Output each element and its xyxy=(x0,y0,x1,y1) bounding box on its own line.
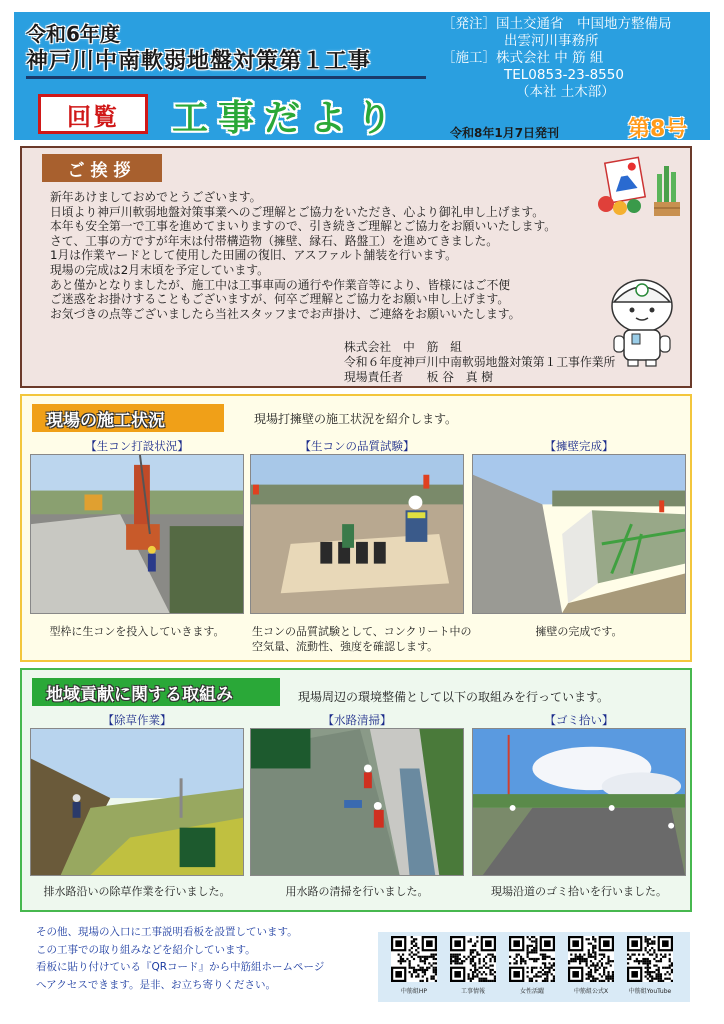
greeting-line: さて、工事の方ですが年末は付帯構造物（擁壁、縁石、路盤工）を進めてきました。 xyxy=(50,233,499,248)
greeting-line: 現場の完成は2月末頃を予定しています。 xyxy=(50,262,269,277)
newsletter-header xyxy=(14,12,710,140)
photo-label: 【ゴミ拾い】 xyxy=(544,713,614,727)
new-year-illustration xyxy=(594,156,686,220)
photo-weeding xyxy=(30,728,244,876)
photo-label: 【水路清掃】 xyxy=(322,713,392,727)
contractor-name: 株式会社 中 筋 組 xyxy=(496,50,604,66)
qr-item-youtube[interactable] xyxy=(624,936,676,995)
photo-caption-line: 空気量、流動性、強度を確認します。 xyxy=(252,640,439,653)
footer-line: へアクセスできます。是非、お立ち寄りください。 xyxy=(36,978,277,991)
qr-code-icon[interactable] xyxy=(509,936,555,982)
construction-title: 現場の施工状況 xyxy=(32,404,224,432)
qr-item-hp[interactable] xyxy=(388,936,440,995)
signature-office: 令和６年度神戸川中南軟弱地盤対策第１工事作業所 xyxy=(344,355,616,369)
photo-card-retaining-wall xyxy=(472,438,686,639)
footer-line: この工事での取り組みなどを紹介しています。 xyxy=(36,943,256,956)
orderer-name: 国土交通省 中国地方整備局 xyxy=(496,16,672,32)
contractor-row xyxy=(442,50,704,67)
photo-channel-cleaning xyxy=(250,728,464,876)
kairan-stamp: 回覧 xyxy=(38,94,148,134)
community-section xyxy=(20,668,692,912)
photo-label: 【擁壁完成】 xyxy=(544,439,614,453)
greeting-line: ご迷惑をお掛けすることもございますが、何卒ご理解とご協力をお願い申し上げます。 xyxy=(50,292,510,307)
qr-code-icon[interactable] xyxy=(627,936,673,982)
photo-concrete-pouring xyxy=(30,454,244,614)
photo-quality-test xyxy=(250,454,464,614)
photo-caption: 擁壁の完成です。 xyxy=(535,625,623,638)
greeting-section xyxy=(20,146,692,388)
qr-caption: 女性活躍 xyxy=(519,988,544,995)
signature-manager: 現場責任者 板 谷 真 樹 xyxy=(344,370,494,384)
orderer-row xyxy=(442,16,704,33)
project-year: 令和6年度 xyxy=(26,22,120,46)
greeting-title: ご挨拶 xyxy=(42,154,162,182)
mascot-character xyxy=(602,276,682,368)
photo-caption: 用水路の清掃を行いました。 xyxy=(285,885,429,898)
community-intro: 現場周辺の環境整備として以下の取組みを行っています。 xyxy=(298,690,610,704)
qr-item-construction-info[interactable] xyxy=(447,936,499,995)
newsletter-title: 工事だより xyxy=(172,98,403,139)
qr-caption: 中筋組YouTube xyxy=(628,988,672,995)
greeting-signature xyxy=(344,340,615,385)
greeting-line: 1月は作業ヤードとして使用した田圃の復旧、アスファルト舗装を行います。 xyxy=(50,248,457,263)
construction-section xyxy=(20,394,692,662)
qr-code-icon[interactable] xyxy=(391,936,437,982)
greeting-line: 新年あけましておめでとうございます。 xyxy=(50,190,262,204)
footer-line: その他、現場の入口に工事説明看板を設置しています。 xyxy=(36,926,298,938)
greeting-body xyxy=(50,190,610,321)
photo-label: 【除草作業】 xyxy=(102,713,172,727)
qr-code-icon[interactable] xyxy=(450,936,496,982)
photo-card-quality-test xyxy=(250,438,472,654)
construction-intro: 現場打擁壁の施工状況を紹介します。 xyxy=(254,412,458,426)
orderer-office: 出雲河川事務所 xyxy=(504,33,599,49)
photo-caption: 型枠に生コンを投入していきます。 xyxy=(49,625,225,638)
greeting-line: お気づきの点等ございましたら当社スタッフまでお声掛け、ご連絡をお願いいたします。 xyxy=(50,306,521,321)
photo-litter-picking xyxy=(472,728,686,876)
contractor-tel: TEL0853-23-8550 xyxy=(504,67,624,83)
qr-code-icon[interactable] xyxy=(568,936,614,982)
photo-caption: 排水路沿いの除草作業を行いました。 xyxy=(43,885,231,898)
photo-card-litter-picking xyxy=(472,712,686,899)
signature-company: 株式会社 中 筋 組 xyxy=(344,340,462,354)
photo-retaining-wall xyxy=(472,454,686,614)
photo-card-concrete-pouring xyxy=(30,438,244,639)
footer-notice xyxy=(36,924,356,994)
greeting-line: 本年も安全第一で工事を進めてまいりますので、引き続きご理解とご協力をお願いいたします。 xyxy=(50,219,557,234)
issuer-info xyxy=(442,16,704,101)
photo-card-channel-cleaning xyxy=(250,712,464,899)
photo-card-weeding xyxy=(30,712,244,899)
header-underline xyxy=(26,76,426,79)
footer-line: 看板に貼り付けている『QRコード』から中筋組ホームページ xyxy=(36,961,325,973)
photo-label: 【生コンの品質試験】 xyxy=(299,439,415,453)
community-title: 地域貢献に関する取組み xyxy=(32,678,280,706)
qr-caption: 中筋組HP xyxy=(400,988,428,995)
issue-number: 第8号 xyxy=(628,117,688,142)
qr-caption: 工事情報 xyxy=(460,988,485,995)
greeting-line: 日頃より神戸川軟弱地盤対策事業へのご理解とご協力をいただき、心より御礼申し上げます。 xyxy=(50,204,545,219)
photo-label: 【生コン打設状況】 xyxy=(85,439,189,453)
project-name: 神戸川中南軟弱地盤対策第１工事 xyxy=(26,49,372,74)
qr-item-women-activity[interactable] xyxy=(506,936,558,995)
contractor-label: ［施工］ xyxy=(442,50,496,66)
photo-caption xyxy=(250,624,472,654)
issue-date: 令和8年1月7日発刊 xyxy=(450,126,560,140)
orderer-label: ［発注］ xyxy=(442,16,496,32)
greeting-line: あと僅かとなりましたが、施工中は工事車両の通行や作業音等により、皆様にはご不便 xyxy=(50,277,511,292)
photo-caption-line: 生コンの品質試験として、コンクリート中の xyxy=(252,625,472,638)
qr-caption: 中筋組公式X xyxy=(573,988,609,995)
qr-code-panel xyxy=(378,932,690,1002)
qr-item-x-account[interactable] xyxy=(565,936,617,995)
contractor-dept: （本社 土木部） xyxy=(516,84,615,100)
photo-caption: 現場沿道のゴミ拾いを行いました。 xyxy=(491,885,667,898)
